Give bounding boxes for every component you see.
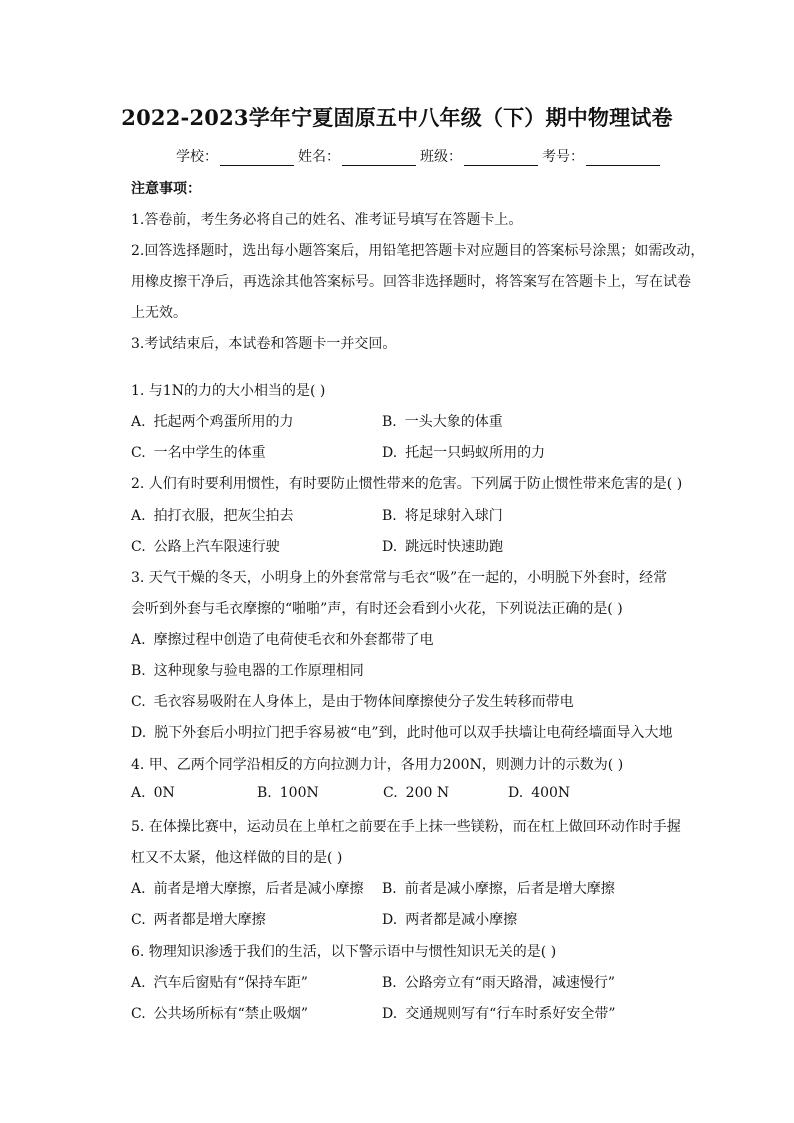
question-stem: 3. 天气干燥的冬天，小明身上的外套常常与毛衣“吸”在一起的，小明脱下外套时，经常 — [131, 570, 668, 586]
option-a[interactable]: A. 前者是增大摩擦，后者是减小摩擦 — [131, 881, 364, 897]
option-d[interactable]: D. 交通规则写有“行车时系好安全带” — [382, 1006, 616, 1022]
option-b[interactable]: B. 将足球射入球门 — [382, 508, 503, 524]
option-a[interactable]: A. 托起两个鸡蛋所用的力 — [131, 414, 294, 430]
option-a[interactable]: A. 拍打衣服，把灰尘拍去 — [131, 508, 294, 524]
option-b[interactable]: B. 100N — [257, 785, 319, 801]
school-label: 学校： — [176, 149, 218, 165]
option-a[interactable]: A. 0N — [131, 785, 175, 801]
name-blank[interactable] — [342, 151, 416, 166]
option-a[interactable]: A. 汽车后窗贴有“保持车距” — [131, 975, 308, 991]
school-blank[interactable] — [220, 151, 294, 166]
question-stem: 会听到外套与毛衣摩擦的“啪啪”声，有时还会看到小火花，下列说法正确的是( ) — [131, 601, 623, 617]
notice-item: 用橡皮擦干净后，再选涂其他答案标号。回答非选择题时，将答案写在答题卡上，写在试卷 — [131, 274, 691, 290]
option-d[interactable]: D. 两者都是减小摩擦 — [382, 912, 518, 928]
class-field — [420, 146, 538, 166]
option-d[interactable]: D. 托起一只蚂蚁所用的力 — [382, 445, 546, 461]
option-d[interactable]: D. 跳远时快速助跑 — [382, 539, 504, 555]
exam-number-label: 考号： — [542, 149, 584, 165]
option-c[interactable]: C. 毛衣容易吸附在人身体上，是由于物体间摩擦使分子发生转移而带电 — [131, 694, 574, 710]
name-field — [298, 146, 416, 166]
class-label: 班级： — [420, 149, 462, 165]
option-b[interactable]: B. 前者是减小摩擦，后者是增大摩擦 — [382, 881, 615, 897]
question-stem: 4. 甲、乙两个同学沿相反的方向拉测力计，各用力200N，则测力计的示数为( ) — [131, 757, 624, 773]
option-c[interactable]: C. 一名中学生的体重 — [131, 445, 266, 461]
notice-item: 1.答卷前，考生务必将自己的姓名、准考证号填写在答题卡上。 — [131, 212, 523, 228]
question-stem: 2. 人们有时要利用惯性，有时要防止惯性带来的危害。下列属于防止惯性带来危害的是( ) — [131, 476, 683, 492]
exam-number-blank[interactable] — [586, 151, 660, 166]
question-stem: 5. 在体操比赛中，运动员在上单杠之前要在手上抹一些镁粉，而在杠上做回环动作时手握 — [131, 819, 681, 835]
class-blank[interactable] — [464, 151, 538, 166]
exam-number-field — [542, 146, 660, 166]
notice-heading: 注意事项： — [131, 181, 201, 197]
option-d[interactable]: D. 脱下外套后小明拉门把手容易被“电”到，此时他可以双手扶墙让电荷经墙面导入大地 — [131, 725, 673, 741]
question-stem: 6. 物理知识渗透于我们的生活，以下警示语中与惯性知识无关的是( ) — [131, 944, 557, 960]
school-field — [176, 146, 294, 166]
option-c[interactable]: C. 公共场所标有“禁止吸烟” — [131, 1006, 308, 1022]
question-stem: 1. 与1N的力的大小相当的是( ) — [131, 383, 326, 399]
name-label: 姓名： — [298, 149, 340, 165]
option-c[interactable]: C. 公路上汽车限速行驶 — [131, 539, 280, 555]
option-a[interactable]: A. 摩擦过程中创造了电荷使毛衣和外套都带了电 — [131, 632, 434, 648]
page-title: 2022-2023学年宁夏固原五中八年级（下）期中物理试卷 — [121, 105, 673, 130]
option-d[interactable]: D. 400N — [508, 785, 571, 801]
notice-item: 3.考试结束后，本试卷和答题卡一并交回。 — [131, 336, 397, 352]
notice-item: 上无效。 — [131, 305, 187, 321]
option-b[interactable]: B. 这种现象与验电器的工作原理相同 — [131, 663, 364, 679]
notice-item: 2.回答选择题时，选出每小题答案后，用铅笔把答题卡对应题目的答案标号涂黑；如需改动， — [131, 243, 705, 259]
student-info-line — [176, 146, 664, 166]
option-c[interactable]: C. 200 N — [383, 785, 450, 801]
option-c[interactable]: C. 两者都是增大摩擦 — [131, 912, 266, 928]
question-stem: 杠又不太紧，他这样做的目的是( ) — [131, 850, 343, 866]
option-b[interactable]: B. 公路旁立有“雨天路滑，减速慢行” — [382, 975, 616, 991]
option-b[interactable]: B. 一头大象的体重 — [382, 414, 503, 430]
